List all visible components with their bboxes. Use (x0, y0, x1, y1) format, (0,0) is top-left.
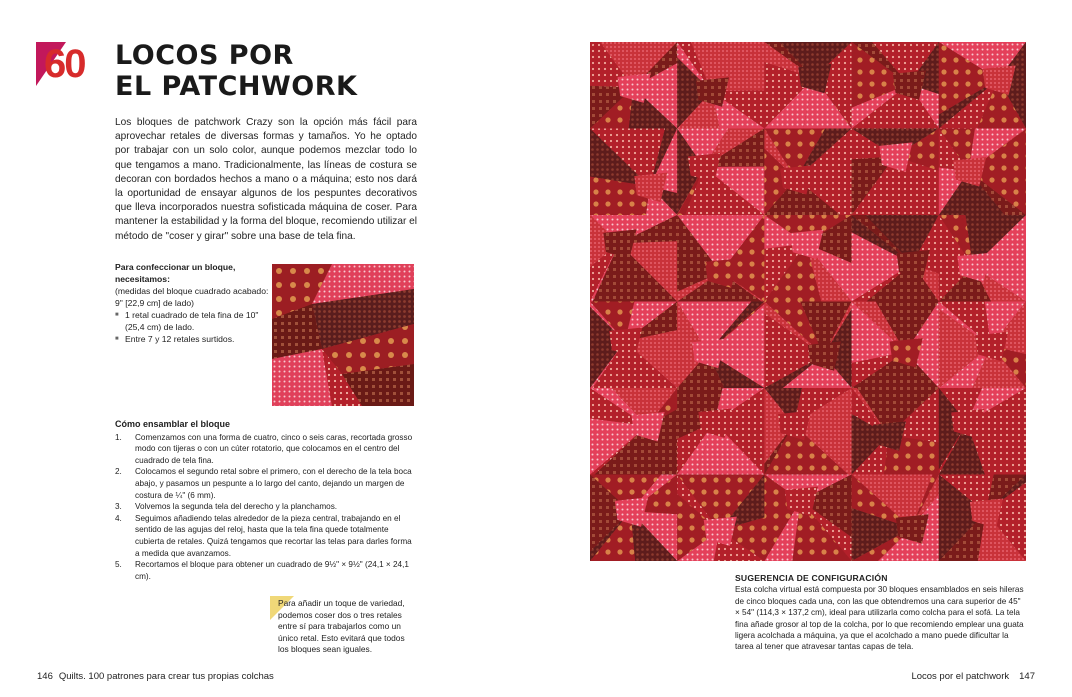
assembly-step (115, 501, 417, 513)
assembly-steps (115, 432, 417, 583)
footer-right (911, 671, 1035, 682)
step-text: Comenzamos con una forma de cuatro, cinco o seis caras, recortada grosso modo con tijeras o con un cúter rotatorio, que colocamos en el centro del cuadrado de tela fina. (135, 432, 413, 465)
chapter-running-title: Locos por el patchwork (911, 671, 1010, 682)
step-number: 2. (115, 467, 122, 477)
step-number: 4. (115, 513, 122, 523)
page-number-left: 146 (37, 671, 53, 682)
crazy-block-photo (272, 264, 414, 406)
materials-heading: Para confeccionar un bloque, necesitamos: (115, 262, 236, 284)
caption-text: Esta colcha virtual está compuesta por 30 bloques ensamblados en seis hileras de cinco bloques cada una, con las que obtendremos una cara superior de 45" × 54" (114,3 × 137,2 cm), ideal para utilizarla como colcha para el sofá. La tela fina añade grosor al top de la colcha, por lo que recomiendo emplear una guata ligera acolchada a máquina, ya que el acolchado a mano puede dificultar la tarea al tener que atravesar tantas capas de tela. (735, 585, 1024, 652)
intro-paragraph: Los bloques de patchwork Crazy son la opción más fácil para aprovechar retales de diversas formas y tamaños. Yo he optado por trabajar con un solo color, aunque podemos mezclar todo lo que tengamos a mano. Tradicionalmente, las líneas de costura se decoran con bordados hechos a mano o a máquina; esto nos dará la oportunidad de ensayar algunos de los pespuntes decorativos que lleva incorporados nuestra sofisticada máquina de coser. Para mantener la estabilidad y la forma del bloque, recomiendo utilizar el método de "coser y girar" sobre una base de tela fina. (115, 117, 417, 242)
chapter-title-line-2: EL PATCHWORK (115, 71, 358, 102)
chapter-title (115, 40, 415, 102)
chapter-title-line-1: LOCOS POR (115, 40, 294, 71)
materials-item: ■ 1 retal cuadrado de tela fina de 10" (25,4 cm) de lado. (115, 309, 275, 333)
step-text: Colocamos el segundo retal sobre el primero, con el derecho de la tela boca abajo, y pasamos un pespunte a lo largo del canto, dejando un margen de costura de ¼" (6 mm). (135, 467, 412, 500)
step-number: 1. (115, 432, 122, 442)
quilt-photo (590, 42, 1026, 561)
footer-left (37, 671, 274, 682)
assembly-step (115, 432, 417, 467)
materials-note: (medidas del bloque cuadrado acabado: 9" [22,9 cm] de lado) (115, 286, 269, 308)
step-text: Seguimos añadiendo telas alrededor de la pieza central, trabajando en el sentido de las agujas del reloj, hasta que la tela fina quede totalmente cubierta de retales. Quizá tengamos que recortar las telas para darles forma a medida que avanzamos. (135, 513, 412, 558)
page-number-right: 147 (1019, 671, 1035, 682)
assembly-heading: Cómo ensamblar el bloque (115, 419, 231, 429)
step-text: Recortamos el bloque para obtener un cuadrado de 9½" × 9½" (24,1 × 24,1 cm). (135, 560, 409, 581)
step-number: 3. (115, 502, 122, 512)
tip-text: Para añadir un toque de variedad, podemos coser dos o tres retales entre sí para trabajarlos como un único retal. Esto evitará que todos los bloques sean iguales. (278, 598, 405, 655)
assembly-step (115, 466, 417, 501)
chapter-number-badge (36, 42, 102, 86)
assembly-section (115, 419, 417, 582)
step-number: 5. (115, 560, 122, 570)
materials-item: ■ Entre 7 y 12 retales surtidos. (115, 333, 275, 345)
book-title: Quilts. 100 patrones para crear tus propias colchas (58, 671, 274, 682)
assembly-step (115, 559, 417, 582)
assembly-step (115, 513, 417, 559)
chapter-number: 60 (44, 42, 85, 86)
materials-section (115, 261, 275, 345)
caption-heading: SUGERENCIA DE CONFIGURACIÓN (735, 573, 888, 583)
step-text: Volvemos la segunda tela del derecho y la planchamos. (135, 502, 338, 512)
configuration-caption (735, 573, 1025, 653)
materials-list (115, 309, 275, 345)
